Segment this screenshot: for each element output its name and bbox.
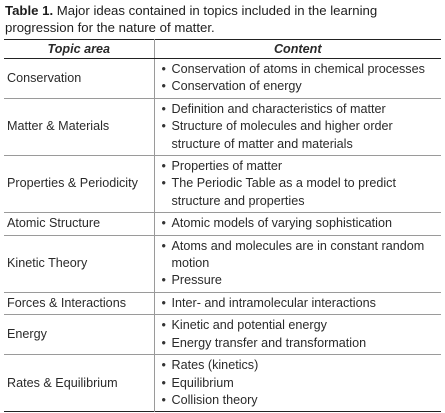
content-cell xyxy=(154,235,441,292)
table-row xyxy=(4,213,441,235)
table-header-row xyxy=(4,40,441,59)
content-list-item: • Kinetic and potential energy xyxy=(159,317,438,334)
topic-cell: Properties & Periodicity xyxy=(4,156,154,213)
table-row xyxy=(4,235,441,292)
table-row xyxy=(4,98,441,155)
content-cell xyxy=(154,59,441,99)
caption-label: Table 1. xyxy=(5,3,54,18)
content-list-item: • Conservation of energy xyxy=(159,78,438,95)
content-cell xyxy=(154,292,441,314)
topic-cell: Kinetic Theory xyxy=(4,235,154,292)
content-list-item: • Inter- and intramolecular interactions xyxy=(159,295,438,312)
content-list xyxy=(159,61,438,96)
topic-cell: Energy xyxy=(4,315,154,355)
table-row xyxy=(4,315,441,355)
content-cell xyxy=(154,315,441,355)
table-body xyxy=(4,59,441,412)
topic-cell: Matter & Materials xyxy=(4,98,154,155)
table-row xyxy=(4,156,441,213)
topics-table xyxy=(4,39,441,412)
table-caption xyxy=(5,3,441,36)
content-list xyxy=(159,158,438,210)
table-row xyxy=(4,292,441,314)
content-list-item: • Energy transfer and transformation xyxy=(159,335,438,352)
table-row xyxy=(4,355,441,412)
topic-cell: Rates & Equilibrium xyxy=(4,355,154,412)
content-list xyxy=(159,295,438,312)
content-cell xyxy=(154,156,441,213)
content-list-item: • Definition and characteristics of matter xyxy=(159,101,438,118)
content-list-item: • Pressure xyxy=(159,272,438,289)
content-list-item: • Structure of molecules and higher order structure of matter and materials xyxy=(159,118,438,153)
content-list-item: • Equilibrium xyxy=(159,375,438,392)
content-list-item: • Atoms and molecules are in constant random motion xyxy=(159,238,438,273)
content-list-item: • Properties of matter xyxy=(159,158,438,175)
content-list-item: • Conservation of atoms in chemical processes xyxy=(159,61,438,78)
content-list xyxy=(159,238,438,290)
content-cell xyxy=(154,213,441,235)
content-list-item: • The Periodic Table as a model to predict structure and properties xyxy=(159,175,438,210)
content-list xyxy=(159,357,438,409)
content-list-item: • Collision theory xyxy=(159,392,438,409)
topic-cell: Atomic Structure xyxy=(4,213,154,235)
content-cell xyxy=(154,98,441,155)
content-list-item: • Rates (kinetics) xyxy=(159,357,438,374)
topic-cell: Forces & Interactions xyxy=(4,292,154,314)
header-content: Content xyxy=(154,40,441,59)
caption-text: Major ideas contained in topics included in the learning progression for the nature of matter. xyxy=(5,3,378,35)
topic-cell: Conservation xyxy=(4,59,154,99)
table-row xyxy=(4,59,441,99)
content-cell xyxy=(154,355,441,412)
content-list xyxy=(159,317,438,352)
content-list xyxy=(159,101,438,153)
content-list xyxy=(159,215,438,232)
content-list-item: • Atomic models of varying sophistication xyxy=(159,215,438,232)
header-topic-area: Topic area xyxy=(4,40,154,59)
